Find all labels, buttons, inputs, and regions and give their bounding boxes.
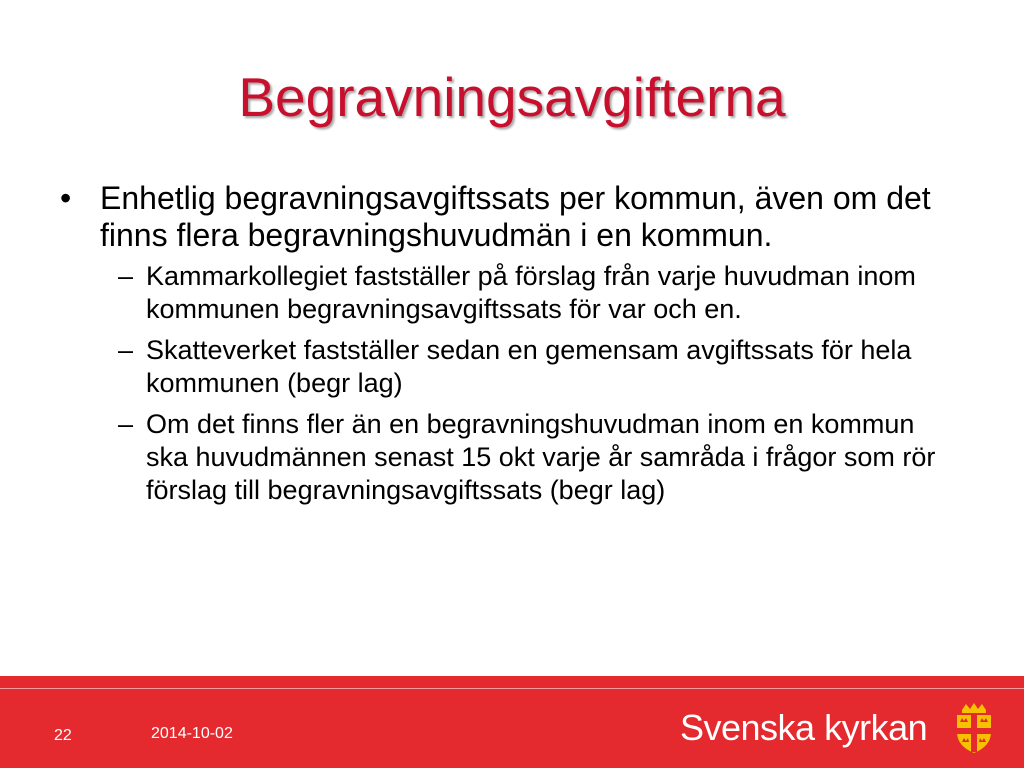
bullet-mark: • (60, 180, 72, 216)
footer-divider (0, 688, 1024, 689)
sub-bullet-mark: – (118, 409, 134, 439)
bullet-text: Enhetlig begravningsavgiftssats per kommun, även om det finns flera begravningshuvudmän i en kommun. (100, 180, 931, 253)
sub-bullet-text: Kammarkollegiet fastställer på förslag från varje huvudman inom kommunen begravningsavgiftssats för var och en. (146, 261, 916, 324)
slide-title: Begravningsavgifterna (238, 66, 786, 128)
sub-bullet (118, 260, 960, 326)
sub-bullet (118, 408, 960, 507)
sub-bullet (118, 334, 960, 400)
sub-bullet-text: Skatteverket fastställer sedan en gemensam avgiftssats för hela kommunen (begr lag) (146, 335, 912, 398)
brand-name: Svenska kyrkan (680, 707, 928, 748)
slide-date: 2014-10-02 (151, 725, 233, 742)
sub-bullet-mark: – (118, 335, 134, 365)
page-number: 22 (54, 727, 72, 744)
bullet-level1 (60, 180, 960, 254)
slide-body (60, 180, 960, 515)
svenska-kyrkan-cross-shield-icon (954, 702, 994, 754)
sub-bullet-text: Om det finns fler än en begravningshuvudman inom en kommun ska huvudmännen senast 15 okt varje år samråda i frågor som rör förslag till begravningsavgiftssats (begr lag) (146, 409, 936, 505)
sub-bullet-mark: – (118, 261, 134, 291)
